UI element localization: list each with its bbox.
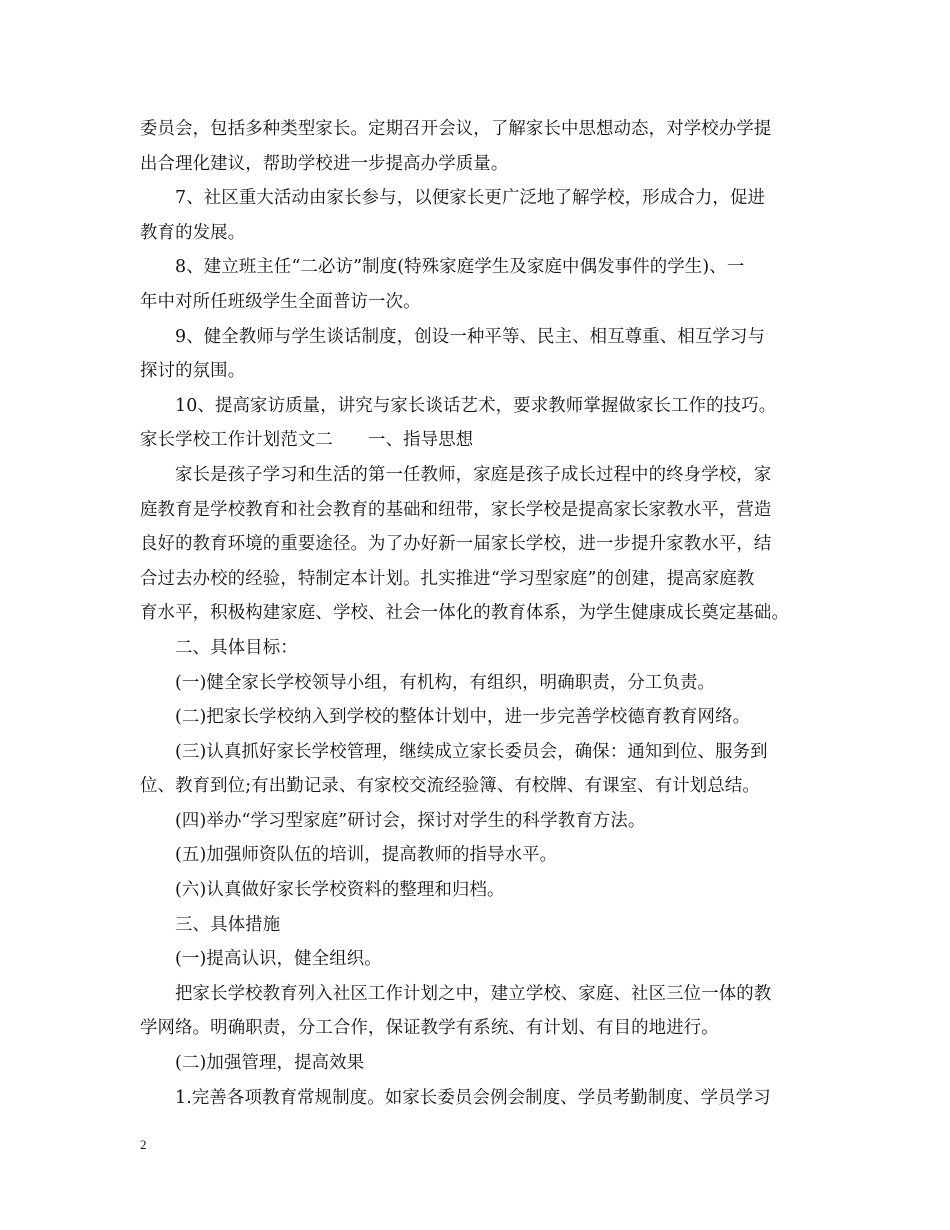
text-line: 良好的教育环境的重要途径。为了办好新一届家长学校，进一步提升家教水平，结 — [140, 534, 772, 555]
text-line: 三、具体措施 — [175, 914, 281, 935]
text-line: 家长是孩子学习和生活的第一任教师，家庭是孩子成长过程中的终身学校，家 — [175, 464, 772, 485]
text-line: 探讨的氛围。 — [140, 361, 246, 382]
text-line: (一)提高认识，健全组织。 — [175, 949, 382, 970]
text-line: 二、具体目标： — [175, 637, 298, 658]
text-line: (二)加强管理，提高效果 — [175, 1053, 365, 1074]
text-line: 教育的发展。 — [140, 222, 246, 243]
text-line: 10、提高家访质量，讲究与家长谈话艺术，要求教师掌握做家长工作的技巧。 — [175, 395, 777, 416]
text-line: (六)认真做好家长学校资料的整理和归档。 — [175, 880, 505, 901]
text-line: 出合理化建议，帮助学校进一步提高办学质量。 — [140, 153, 509, 174]
text-line: 7、社区重大活动由家长参与，以便家长更广泛地了解学校，形成合力，促进 — [175, 188, 766, 209]
text-line: (三)认真抓好家长学校管理，继续成立家长委员会，确保：通知到位、服务到 — [175, 741, 768, 762]
text-line: (四)举办“学习型家庭”研讨会，探讨对学生的科学教育方法。 — [175, 810, 646, 831]
text-line: (五)加强师资队伍的培训，提高教师的指导水平。 — [175, 845, 558, 866]
text-line: 把家长学校教育列入社区工作计划之中，建立学校、家庭、社区三位一体的教 — [175, 983, 772, 1004]
text-line: 家长学校工作计划范文二 一、指导思想 — [140, 430, 474, 451]
text-line: 年中对所任班级学生全面普访一次。 — [140, 291, 421, 312]
text-line: 9、健全教师与学生谈话制度，创设一种平等、民主、相互尊重、相互学习与 — [175, 326, 766, 347]
text-line: 8、建立班主任“二必访”制度(特殊家庭学生及家庭中偶发事件的学生)、一 — [175, 257, 745, 278]
text-line: (二)把家长学校纳入到学校的整体计划中，进一步完善学校德育教育网络。 — [175, 707, 751, 728]
text-line: 庭教育是学校教育和社会教育的基础和纽带，家长学校是提高家长家教水平，营造 — [140, 499, 772, 520]
text-line: 1.完善各项教育常规制度。如家长委员会例会制度、学员考勤制度、学员学习 — [175, 1087, 771, 1108]
text-line: 学网络。明确职责，分工合作，保证教学有系统、有计划、有目的地进行。 — [140, 1018, 719, 1039]
text-line: 位、教育到位;有出勤记录、有家校交流经验簿、有校牌、有课室、有计划总结。 — [140, 776, 760, 797]
document-body — [140, 112, 815, 1115]
text-line: 合过去办校的经验，特制定本计划。扎实推进“学习型家庭”的创建，提高家庭教 — [140, 568, 755, 589]
text-line: 委员会，包括多种类型家长。定期召开会议，了解家长中思想动态，对学校办学提 — [140, 119, 772, 139]
text-line: (一)健全家长学校领导小组，有机构，有组织，明确职责，分工负责。 — [175, 672, 716, 693]
page-number: 2 — [140, 1137, 147, 1152]
text-line: 育水平，积极构建家庭、学校、社会一体化的教育体系，为学生健康成长奠定基础。 — [140, 603, 790, 624]
